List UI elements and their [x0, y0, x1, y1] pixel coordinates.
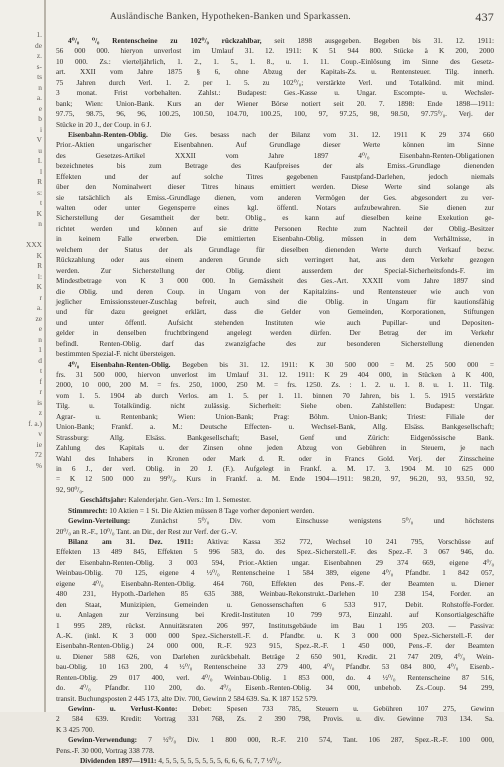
- line-text: 92, 90⁰/₀.: [56, 484, 84, 494]
- text-line: [56, 558, 494, 568]
- text-line: [56, 621, 494, 631]
- margin-fragment: [0, 534, 42, 545]
- line-text: Prior.-Aktien ungarischer Eisenbahnen. Auf Grundlage dieser Werte können im Sinne: [56, 140, 494, 150]
- text-line: [56, 714, 494, 724]
- line-text: bezeichnetes bis zum Betrage des Kaufpreises der als Emiss.-Grundlage dienenden: [56, 161, 494, 171]
- text-line: [56, 203, 494, 213]
- margin-fragment: [0, 618, 42, 629]
- margin-fragment: [0, 524, 42, 535]
- margin-fragment: n: [38, 334, 42, 344]
- running-header-title: Ausländische Banken, Hypotheken-Banken und Sparkassen.: [110, 12, 351, 22]
- line-text: Zunächst 5⁰/₀ Div. vom Einschusse wenigstens 5⁰/₀ und höchstens: [130, 516, 494, 526]
- text-line: [56, 266, 494, 276]
- margin-fragment: [0, 576, 42, 587]
- line-text: Strassburg: Allg. Elsäss. Bankgesellschaft; Basel, Genf und Zürich: Eidgenössische Bank.: [56, 432, 494, 442]
- text-line: [56, 140, 494, 150]
- line-text: Effekten 13 489 845, Effekten 5 996 583, do. des Spez.-Sicherstell.-F. des Spez.-F. 3 067 946, do.: [56, 547, 494, 557]
- margin-fragment: i: [39, 124, 42, 134]
- margin-fragment: [0, 681, 42, 692]
- margin-fragment: ie: [36, 439, 42, 449]
- line-text: Renten-Oblig. 29 017 400, verl. 4⁰/₀ Weinbau-Oblig. 1 853 000, do. 4 ½⁰/₀ Rentenscheine 87 516,: [56, 672, 494, 682]
- margin-fragment: V: [36, 135, 42, 144]
- line-text: A.-K. (inkl. K 3 000 000 Spez.-Sicherstell.-F. d. Pfandbr. u. K 3 000 000 Spez.-Sicherstell.-F. der: [56, 630, 494, 640]
- line-text: Sicherstellung der Gesamtheit der betr. Oblig., es kann auf dieselben keine Exekution ge-: [56, 213, 494, 223]
- text-line: [56, 756, 494, 766]
- line-text: Begeben bis 31. 12. 1911: K 30 500 000 = M. 25 500 000 =: [170, 359, 494, 369]
- line-text: richtet werden und können auf sie dritte Personen Rechte zum Nachteil der Oblig.-Besitzer: [56, 223, 494, 233]
- text-line: [56, 579, 494, 589]
- text-line: [56, 130, 494, 140]
- line-text: bau-Oblig. 10 163 200, 4 ½⁰/₀ Rentenscheine 33 279 400, 4⁰/₀ Pfandbr. 53 084 800, 4⁰/₀ Eisenb.-: [56, 662, 494, 672]
- text-line: [56, 506, 494, 516]
- line-text: Union-Bank; Frankf. a. M.: Deutsche Effecten- u. Wechsel-Bank, Allg. Elsäss. Bankgesellschaft;: [56, 422, 494, 432]
- line-text: Pens.-F. 30 000, Vortrag 338 778.: [56, 745, 155, 755]
- line-text: Agrar- u. Rentenbank; Wien: Union-Bank; Prag: Böhm. Union-Bank; Triest: Filiale der: [56, 411, 494, 421]
- margin-fragment: [0, 513, 42, 524]
- text-line: [56, 464, 494, 474]
- line-text: 480 231, Hypoth.-Darlehen 85 635 388, Weinbau-Rekonstrukt.-Darlehen 10 238 154, Forder. an: [56, 589, 494, 599]
- margin-fragment: [0, 587, 42, 598]
- text-line: [56, 380, 494, 390]
- section-heading: Bilanz am 31. Dez. 1911:: [68, 537, 194, 546]
- margin-fragment: [0, 503, 42, 514]
- margin-fragment: n: [38, 82, 42, 92]
- margin-fragment: z.: [36, 51, 42, 60]
- line-text: Aktiva: Kassa 352 772, Wechsel 10 241 795, Vorschüsse auf: [193, 537, 494, 546]
- text-line: [56, 631, 494, 641]
- text-line: [56, 600, 494, 610]
- margin-fragment: R: [37, 177, 42, 186]
- margin-fragment: K: [36, 208, 42, 218]
- text-line: [56, 610, 494, 620]
- line-text: 10 Aktien = 1 St. Die Aktien müssen 8 Tage vorher deponiert werden.: [107, 505, 315, 515]
- text-line: [56, 683, 494, 693]
- margin-fragment: s:: [37, 187, 42, 197]
- line-text: bestimmten Spezial-F. nicht übersteigen.: [56, 349, 176, 359]
- line-text: jeglicher Emissionssteuer-Zuschlag befreit, auch sind die Oblig. in Ungarn für kautionsfähig: [56, 296, 494, 306]
- margin-fragment: XXX: [25, 240, 42, 249]
- margin-fragment: e: [38, 103, 42, 113]
- margin-fragment: a.: [36, 93, 42, 102]
- text-line: [56, 99, 494, 109]
- line-text: den Staat, Munizipien, Gemeinden u. Genossenschaften 6 533 917, Debit. Rohstoffe-Forder.: [56, 599, 494, 609]
- text-line: [56, 88, 494, 98]
- text-line: [56, 641, 494, 651]
- margin-fragment: l: [39, 166, 42, 176]
- margin-fragment: f: [39, 376, 42, 386]
- line-text: über den Nominalwert dieser Titres hinaus emittiert werden. Diese Werte sind solange als: [56, 182, 494, 192]
- margin-fragment: v: [38, 429, 42, 438]
- line-text: Tilg. u. Totalkündig. nicht zulässig. Sicherheit: Siehe oben. Zahlstellen: Budapest: Ungar.: [56, 401, 494, 411]
- text-line: [56, 360, 494, 370]
- margin-fragment: [0, 639, 42, 650]
- line-text: 4, 5, 5, 5, 5, 5, 5, 5, 5, 6, 6, 6, 6, 7, 7 ½⁰/₀.: [156, 756, 282, 766]
- margin-fragment: [0, 608, 42, 619]
- line-text: 7 ½⁰/₀ Div. 1 800 000, R.-F. 210 574, Tant. 106 287, Spez.-R.-F. 100 000,: [137, 735, 494, 745]
- margin-fragment: [0, 492, 42, 503]
- text-line: [56, 443, 494, 453]
- line-text: Effekten und der auf solche Titres gegebenen Faustpfand-Darlehen, jedoch niemals: [56, 171, 494, 181]
- text-line: [56, 652, 494, 662]
- text-line: [56, 193, 494, 203]
- margin-fragment: t: [39, 366, 42, 375]
- line-text: art. XXII vom Jahre 1875 § 6, ohne Abzug der Kapitals-Zs. u. Rentensteuer. Tilg. innerh.: [56, 67, 494, 77]
- margin-fragment: d: [38, 355, 42, 365]
- body-text: [56, 36, 494, 766]
- text-line: [56, 287, 494, 297]
- line-text: befindl. Renten-Oblig. darf das zwanzigfache des zur besonderen Sicherstellung dienenden: [56, 338, 494, 348]
- text-line: [56, 495, 494, 505]
- margin-fragment: %: [35, 460, 42, 470]
- line-text: sie tatsächlich als Emiss.-Grundlage dienen, vom anderen Vermögen der Ges. abgesondert zu ver-: [56, 192, 494, 202]
- line-text: transit. Buchungsposten 2 445 173, alte Div. 700, Gewinn 2 584 639. Sa. K 187 152 579.: [56, 693, 318, 703]
- margin-fragment: [0, 545, 42, 556]
- section-heading: Eisenbahn-Renten-Oblig.: [68, 129, 148, 139]
- line-text: Die Ges. besass nach der Bilanz vom 31. 12. 1911 K 29 374 660: [147, 129, 494, 139]
- line-text: 20⁰/₀ an R.-F., 10⁰/₀ Tant. an Dir., der Rest zur Verf. der G.-V.: [56, 526, 238, 536]
- text-line: [56, 391, 494, 401]
- text-line: [56, 527, 494, 537]
- text-line: [56, 36, 494, 46]
- line-text: Kalenderjahr. Gen.-Vers.: Im 1. Semester.: [126, 495, 251, 505]
- text-line: [56, 694, 494, 704]
- margin-fragment: [0, 660, 42, 671]
- text-line: [56, 245, 494, 255]
- text-line: [56, 339, 494, 349]
- text-line: [56, 485, 494, 495]
- text-line: [56, 67, 494, 77]
- text-line: [56, 328, 494, 338]
- text-line: [56, 537, 494, 547]
- text-line: [56, 412, 494, 422]
- margin-fragment: [0, 671, 42, 682]
- line-text: = K 12 500 000 zu 99⁰/₀. Kurs in Frankf. a. M. Ende 1904—1911: 98.20, 97, 96.20, 93, 93.50, 92,: [56, 474, 494, 484]
- line-text: welchem der Status der als Grundlage für dieselben dienenden Werte durch Verkauf bezw.: [56, 244, 494, 254]
- line-text: werden. Zur Sicherstellung der Oblig. dient ausserdem der Special-Sicherheitsfonds-F. im: [56, 265, 494, 275]
- margin-fragment: [0, 597, 42, 608]
- margin-fragment: r: [39, 387, 42, 396]
- section-heading: Gewinn-Verteilung:: [68, 516, 131, 526]
- line-text: und für dazu geeignet erklärt, dass die Gelder von Gemeinden, Korporationen, Stiftungen: [56, 307, 494, 317]
- section-heading: Stimmrecht:: [68, 505, 108, 515]
- line-text: Zahlung des Kapitals u. der Zinsen ohne jeden Abzug von Gebühren in Steuern, je nach: [56, 443, 494, 453]
- margin-fragment: 72: [34, 450, 42, 459]
- text-line: [56, 422, 494, 432]
- line-text: 10 000. Zs.: vierteljährlich, 1. 2., 1. 5., 1. 8., u. 1. 11. Coup.-Einlösung im Sinne des Gesetz-: [56, 56, 494, 66]
- line-text: walten oder unter Gegensperre eines kgl. öffentl. Notars aufzubewahren. Sie dienen zur: [56, 203, 494, 212]
- text-line: [56, 704, 494, 714]
- margin-fragment: [0, 650, 42, 661]
- line-text: 56 000 000. hieryon unverlost im Umlauf 31. 12. 1911: K 51 944 800. Stücke à K 200, 2000: [56, 46, 494, 56]
- text-line: [56, 725, 494, 735]
- text-line: [56, 109, 494, 119]
- line-text: seit 1898 ausgegeben. Begeben bis 31. 12. 1911:: [261, 36, 494, 45]
- line-text: und unter öffentl. Aufsicht stehenden Instituten wie auch Pupillar- und Depositen-: [56, 317, 494, 327]
- running-header: [90, 12, 494, 26]
- line-text: u. Anlagen zur Verzinsung bei Kredit-Instituten 10 799 973, Einzahl. auf Konsortialgeschäfte: [56, 610, 494, 620]
- margin-fragment: 1: [38, 345, 42, 354]
- line-text: eigene 4⁰/₀ Eisenbahn-Renten-Oblig. 464 760, Effekten des Pens.-F. der Beamten u. Diener: [56, 578, 494, 588]
- margin-fragment: R: [37, 261, 42, 270]
- text-line: [56, 662, 494, 672]
- margin-fragment: a.: [36, 303, 42, 312]
- text-line: [56, 454, 494, 464]
- section-heading: Gewinn-Verwendung:: [68, 735, 138, 745]
- text-line: [56, 370, 494, 380]
- page-number: 437: [475, 10, 494, 24]
- text-line: [56, 255, 494, 265]
- margin-fragment: [0, 471, 42, 482]
- margin-fragment: b: [38, 114, 42, 123]
- section-heading: Geschäftsjahr:: [80, 495, 127, 505]
- text-line: [56, 318, 494, 328]
- margin-fragment: [0, 230, 42, 241]
- margin-fragment: ze: [35, 313, 42, 323]
- text-line: [56, 474, 494, 484]
- text-line: [56, 46, 494, 56]
- margin-fragment: [0, 482, 42, 493]
- line-text: 75 Jahren durch Verl. 1. 2. per 1. 5. zu 102⁰/₀; verstärkte Verl. und Totalkünd. mit mind.: [56, 77, 494, 87]
- text-line: [56, 349, 494, 359]
- margin-fragment: n: [38, 219, 42, 228]
- section-heading: Dividenden 1897—1911:: [80, 756, 157, 766]
- margin-fragment: z: [38, 408, 42, 417]
- text-line: [56, 78, 494, 88]
- text-line: [56, 234, 494, 244]
- line-text: do. 4⁰/₀ Pfandbr. 110 200, do. 4⁰/₀ Eisenb.-Renten-Oblig. 34 000, unbehob. Zs.-Coup. 94 299,: [56, 683, 494, 693]
- text-line: [56, 182, 494, 192]
- margin-fragment: [0, 555, 42, 566]
- line-text: Mindestbetrage von K 3 000 000. In Gemässheit des Ges.-Art. XXXII vom Jahre 1897 sind: [56, 276, 494, 286]
- margin-fragment: K: [36, 250, 42, 260]
- line-text: in keinem Falle erwerben. Die emittierten Eisenbahn-Oblig. müssen in dem Verhältnisse, in: [56, 234, 494, 244]
- margin-fragment: l:: [37, 271, 42, 281]
- page-gutter: [44, 0, 46, 712]
- text-line: [56, 516, 494, 526]
- text-line: [56, 433, 494, 443]
- text-line: [56, 57, 494, 67]
- margin-fragment: K: [36, 282, 42, 291]
- line-text: 2 584 639. Kredit: Vortrag 331 768, Zs. 2 390 798, Provis. u. div. Gewinne 703 134. Sa.: [56, 714, 494, 724]
- margin-fragment: r: [39, 292, 42, 302]
- margin-fragment: I.: [37, 156, 42, 165]
- text-line: [56, 297, 494, 307]
- text-line: [56, 547, 494, 557]
- margin-fragment: 1.: [36, 30, 42, 39]
- text-line: [56, 172, 494, 182]
- line-text: frs. 31 500 000, hiervon unverlost im Umlauf 31. 12. 1911: K 29 404 000, in Stücken à K 400,: [56, 370, 494, 379]
- margin-fragment: f. a.): [28, 418, 42, 428]
- margin-fragment: s-: [36, 61, 42, 71]
- left-margin-text: [0, 30, 42, 700]
- text-line: [56, 224, 494, 234]
- section-heading: Gewinn- u. Verlust-Konto:: [68, 704, 178, 713]
- line-text: 1 995 289, rückst. Annuitätsraten 206 997, Institutsgebäude im Bau 1 195 203. — Passiva:: [56, 620, 494, 630]
- text-line: [56, 401, 494, 411]
- section-heading: 4⁰/₀ ⁰/₀ Rentenscheine zu 102⁰/₀ rückzahlbar,: [68, 36, 262, 45]
- text-line: [56, 589, 494, 599]
- line-text: der Eisenbahn-Renten-Oblig. 3 003 594, Prior.-Aktien ungar. Eisenbahnen 29 374 669, eigene 4⁰/₀: [56, 557, 494, 567]
- text-line: [56, 746, 494, 756]
- text-line: [56, 213, 494, 223]
- line-text: Eisenbahn-Renten-Oblig.) 24 000 000, R.-F. 923 915, Spez.-R.-F. 1 450 000, Pens.-F. der Beamten: [56, 641, 494, 651]
- text-line: [56, 161, 494, 171]
- line-text: Debet: Spesen 733 785, Steuern u. Gebühren 107 275, Gewinn: [177, 704, 494, 713]
- text-line: [56, 735, 494, 745]
- margin-fragment: [0, 629, 42, 640]
- text-line: [56, 276, 494, 286]
- line-text: gelder in denselben fruchtbringend angelegt werden dürfen. Der Betrag der im Verkehr: [56, 328, 494, 338]
- line-text: Rückzahlung oder aus einem anderen Grunde sich verringert hat, aus dem Verkehr gezogen: [56, 255, 494, 265]
- text-line: [56, 151, 494, 161]
- line-text: die Oblig. und deren Coup. in Ungarn von der Kapitalzins- und Rentensteuer wie auch von: [56, 286, 494, 296]
- text-line: [56, 673, 494, 683]
- margin-fragment: t: [39, 198, 42, 207]
- section-heading: 4⁰/₀ Eisenbahn-Renten-Oblig.: [68, 359, 171, 369]
- line-text: in 6 J., der verl. Oblig. in 20 J. (F.). Aufgelegt in Frankf. a. M. 17. 3. 1904 M. 10 625 000: [56, 463, 494, 473]
- line-text: Stücke in 20 J., der Coup. in 6 J.: [56, 119, 152, 129]
- text-line: [56, 120, 494, 130]
- margin-fragment: is: [37, 397, 42, 407]
- line-text: des Gesetzes-Artikel XXXII vom Jahre 1897 4⁰/₀ Eisenbahn-Renten-Obligationen: [56, 150, 494, 160]
- text-line: [56, 568, 494, 578]
- line-text: 97.75, 98.75, 96, 96, 100.25, 100.50, 104.70, 100.25, 100, 97, 97.25, 98, 98.50, 97.75⁰/₀. Verj. der: [56, 109, 494, 119]
- line-text: bank; Wien: Union-Bank. Kurs an der Wiener Börse notiert seit 20. 7. 1898: Ende 1898—1911:: [56, 98, 494, 108]
- line-text: u. Diener 588 626, von Darlehen zurückbehalt. Beträge 2 650 901, Kredit. 21 747 209, 4⁰/₀ Wein-: [56, 651, 494, 661]
- margin-fragment: e: [38, 324, 42, 333]
- line-text: vom 1. 5. 1904 ab durch Verlos. am 1. 5. per 1. 11. binnen 70 Jahren, bis 1. 5. 1915 verstärkte: [56, 390, 494, 400]
- line-text: Weinbau-Oblig. 70 125, eigene 4 ½⁰/₀ Rentenscheine 1 584 389, eigene 4⁰/₀ Pfandbr. 1 842 057,: [56, 568, 494, 578]
- line-text: 2000, 10 000, 200 M. = frs. 250, 1000, 250 M. = frs. 1250. Zs. : 1. 2. u. 1. 8. u. 1. 11. Tilg.: [56, 380, 494, 390]
- margin-fragment: de: [35, 40, 42, 50]
- text-line: [56, 307, 494, 317]
- line-text: K 3 425 700.: [56, 724, 95, 734]
- margin-fragment: [0, 692, 42, 703]
- line-text: 3 monat. Frist vorbehalten. Zahlst.: Budapest: Ges.-Kasse u. Ungar. Escompte- u. Wechsler-: [56, 88, 494, 98]
- margin-fragment: [0, 566, 42, 577]
- line-text: Wahl des Inhabers in Kronen oder Mark d. R. oder in Francs Gold. Verj. der Zinsscheine: [56, 453, 494, 463]
- margin-fragment: ts: [37, 72, 42, 81]
- margin-fragment: u: [38, 145, 42, 155]
